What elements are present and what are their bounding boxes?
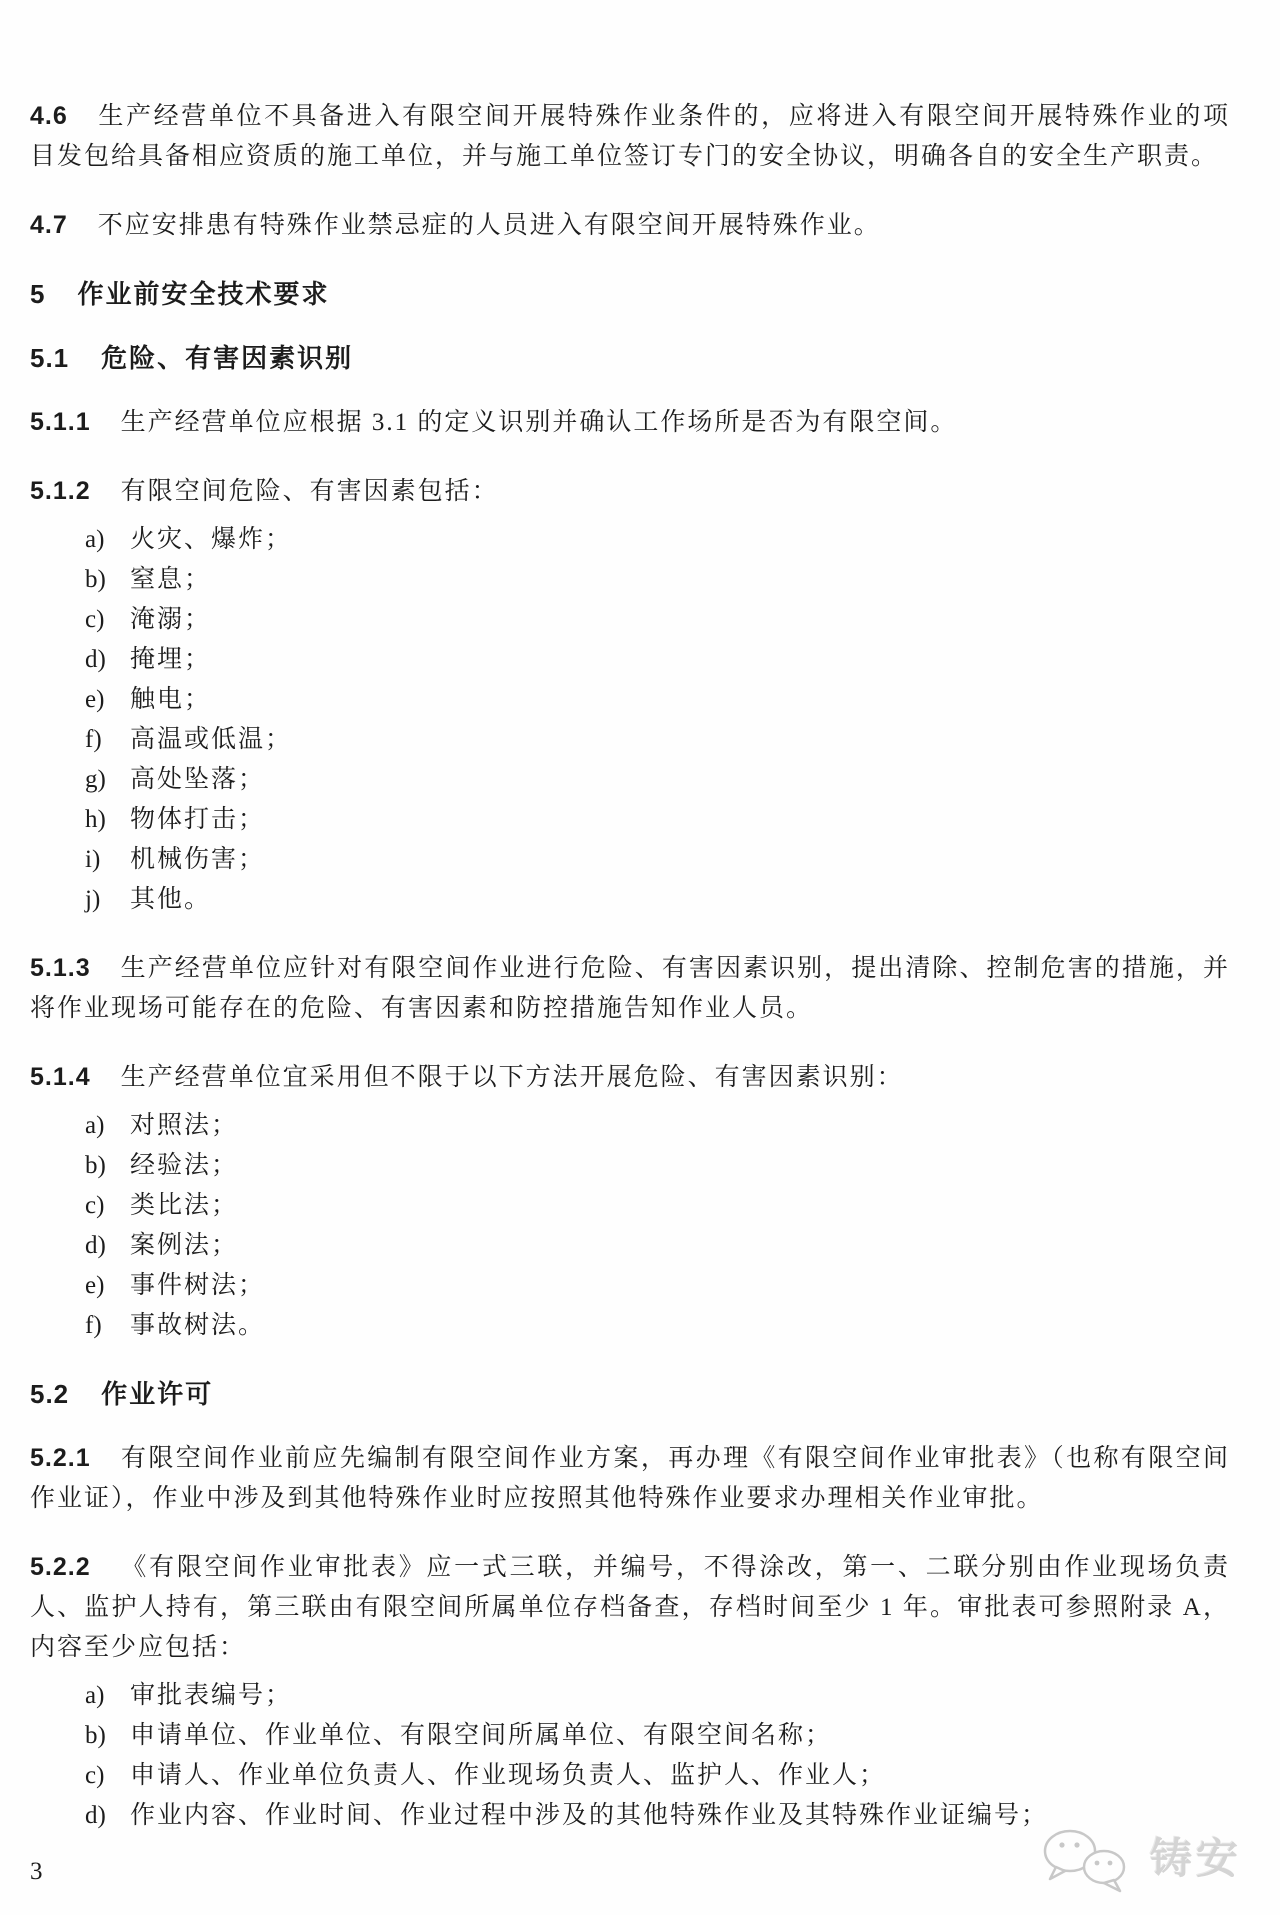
clause-5-2-2 <box>30 1547 1230 1668</box>
clause-number: 4.7 <box>30 211 68 239</box>
list-marker: b) <box>85 1152 106 1179</box>
list-item <box>85 1716 1230 1756</box>
list-marker: f) <box>85 726 102 753</box>
list-marker: a) <box>85 526 105 553</box>
list-marker: e) <box>85 686 105 713</box>
list-item-text: 窒息； <box>130 566 212 593</box>
list-item-text: 物体打击； <box>130 806 266 833</box>
clause-5-2-1 <box>30 1438 1230 1519</box>
list-item <box>85 560 1230 600</box>
clause-text: 有限空间作业前应先编制有限空间作业方案，再办理《有限空间作业审批表》（也称有限空间作业证），作业中涉及到其他特殊作业时应按照其他特殊作业要求办理相关作业审批。 <box>30 1445 1230 1512</box>
list-marker: c) <box>85 1762 105 1789</box>
list-item <box>85 840 1230 880</box>
hazard-factors-list <box>30 520 1230 920</box>
list-marker: d) <box>85 1232 106 1259</box>
clause-number: 5.2.2 <box>30 1553 91 1581</box>
list-item-text: 事故树法。 <box>130 1312 266 1339</box>
identification-methods-list <box>30 1106 1230 1346</box>
list-marker: e) <box>85 1272 105 1299</box>
list-item-text: 案例法； <box>130 1232 239 1259</box>
list-item <box>85 520 1230 560</box>
list-item <box>85 1146 1230 1186</box>
section-number: 5.1 <box>30 343 70 373</box>
list-marker: a) <box>85 1112 105 1139</box>
list-item <box>85 680 1230 720</box>
list-item-text: 其他。 <box>130 886 212 913</box>
list-item <box>85 880 1230 920</box>
list-marker: h) <box>85 806 106 833</box>
list-item-text: 淹溺； <box>130 606 212 633</box>
clause-number: 5.1.4 <box>30 1063 91 1091</box>
section-5-heading <box>30 274 1230 314</box>
clause-text: 《有限空间作业审批表》应一式三联，并编号，不得涂改，第一、二联分别由作业现场负责人、监护人持有，第三联由有限空间所属单位存档备查，存档时间至少 1 年。审批表可参照附录 A，内容至少应包括： <box>30 1554 1230 1661</box>
list-item-text: 高处坠落； <box>130 766 266 793</box>
section-title: 危险、有害因素识别 <box>101 343 354 373</box>
list-item <box>85 760 1230 800</box>
list-item <box>85 1186 1230 1226</box>
section-title: 作业许可 <box>101 1379 214 1409</box>
clause-number: 4.6 <box>30 102 68 130</box>
clause-text: 有限空间危险、有害因素包括： <box>120 478 499 505</box>
list-item-text: 掩埋； <box>130 646 212 673</box>
list-marker: j) <box>85 886 101 913</box>
clause-text: 不应安排患有特殊作业禁忌症的人员进入有限空间开展特殊作业。 <box>97 212 881 239</box>
list-item <box>85 1306 1230 1346</box>
list-item <box>85 640 1230 680</box>
list-item-text: 事件树法； <box>130 1272 266 1299</box>
list-marker: c) <box>85 606 105 633</box>
section-5-1-heading <box>30 338 1230 378</box>
page-number: 3 <box>30 1858 45 1885</box>
section-title: 作业前安全技术要求 <box>77 279 330 309</box>
section-number: 5 <box>30 279 46 309</box>
list-marker: i) <box>85 846 101 873</box>
list-item <box>85 1266 1230 1306</box>
clause-text: 生产经营单位应根据 3.1 的定义识别并确认工作场所是否为有限空间。 <box>120 409 958 436</box>
clause-5-1-4 <box>30 1057 1230 1098</box>
wechat-logo-icon <box>1038 1825 1138 1893</box>
list-marker: g) <box>85 766 106 793</box>
list-item-text: 高温或低温； <box>130 726 293 753</box>
approval-form-contents-list <box>30 1676 1230 1836</box>
list-marker: f) <box>85 1312 102 1339</box>
clause-number: 5.1.1 <box>30 408 91 436</box>
watermark <box>1038 1825 1242 1893</box>
list-item <box>85 720 1230 760</box>
list-marker: d) <box>85 1802 106 1829</box>
list-marker: c) <box>85 1192 105 1219</box>
clause-4-7 <box>30 205 1230 246</box>
clause-4-6 <box>30 96 1230 177</box>
clause-text: 生产经营单位应针对有限空间作业进行危险、有害因素识别，提出清除、控制危害的措施，并将作业现场可能存在的危险、有害因素和防控措施告知作业人员。 <box>30 955 1230 1022</box>
clause-5-1-2 <box>30 471 1230 512</box>
section-number: 5.2 <box>30 1379 70 1409</box>
list-item <box>85 1676 1230 1716</box>
list-marker: a) <box>85 1682 105 1709</box>
clause-number: 5.1.3 <box>30 954 91 982</box>
list-marker: b) <box>85 1722 106 1749</box>
list-item <box>85 800 1230 840</box>
list-item-text: 审批表编号； <box>130 1682 293 1709</box>
list-item-text: 类比法； <box>130 1192 239 1219</box>
list-item <box>85 1106 1230 1146</box>
list-item-text: 触电； <box>130 686 212 713</box>
list-marker: b) <box>85 566 106 593</box>
section-5-2-heading <box>30 1374 1230 1414</box>
list-marker: d) <box>85 646 106 673</box>
list-item-text: 火灾、爆炸； <box>130 526 293 553</box>
list-item-text: 经验法； <box>130 1152 239 1179</box>
clause-number: 5.1.2 <box>30 477 91 505</box>
list-item-text: 机械伤害； <box>130 846 266 873</box>
list-item-text: 作业内容、作业时间、作业过程中涉及的其他特殊作业及其特殊作业证编号； <box>130 1802 1049 1829</box>
list-item-text: 对照法； <box>130 1112 239 1139</box>
list-item-text: 申请人、作业单位负责人、作业现场负责人、监护人、作业人； <box>130 1762 887 1789</box>
watermark-text: 铸安 <box>1149 1835 1242 1882</box>
clause-5-1-3 <box>30 948 1230 1029</box>
list-item <box>85 600 1230 640</box>
list-item <box>85 1226 1230 1266</box>
list-item <box>85 1756 1230 1796</box>
clause-text: 生产经营单位不具备进入有限空间开展特殊作业条件的，应将进入有限空间开展特殊作业的项目发包给具备相应资质的施工单位，并与施工单位签订专门的安全协议，明确各自的安全生产职责。 <box>30 103 1230 170</box>
clause-number: 5.2.1 <box>30 1444 91 1472</box>
list-item-text: 申请单位、作业单位、有限空间所属单位、有限空间名称； <box>130 1722 833 1749</box>
clause-text: 生产经营单位宜采用但不限于以下方法开展危险、有害因素识别： <box>120 1064 904 1091</box>
clause-5-1-1 <box>30 402 1230 443</box>
